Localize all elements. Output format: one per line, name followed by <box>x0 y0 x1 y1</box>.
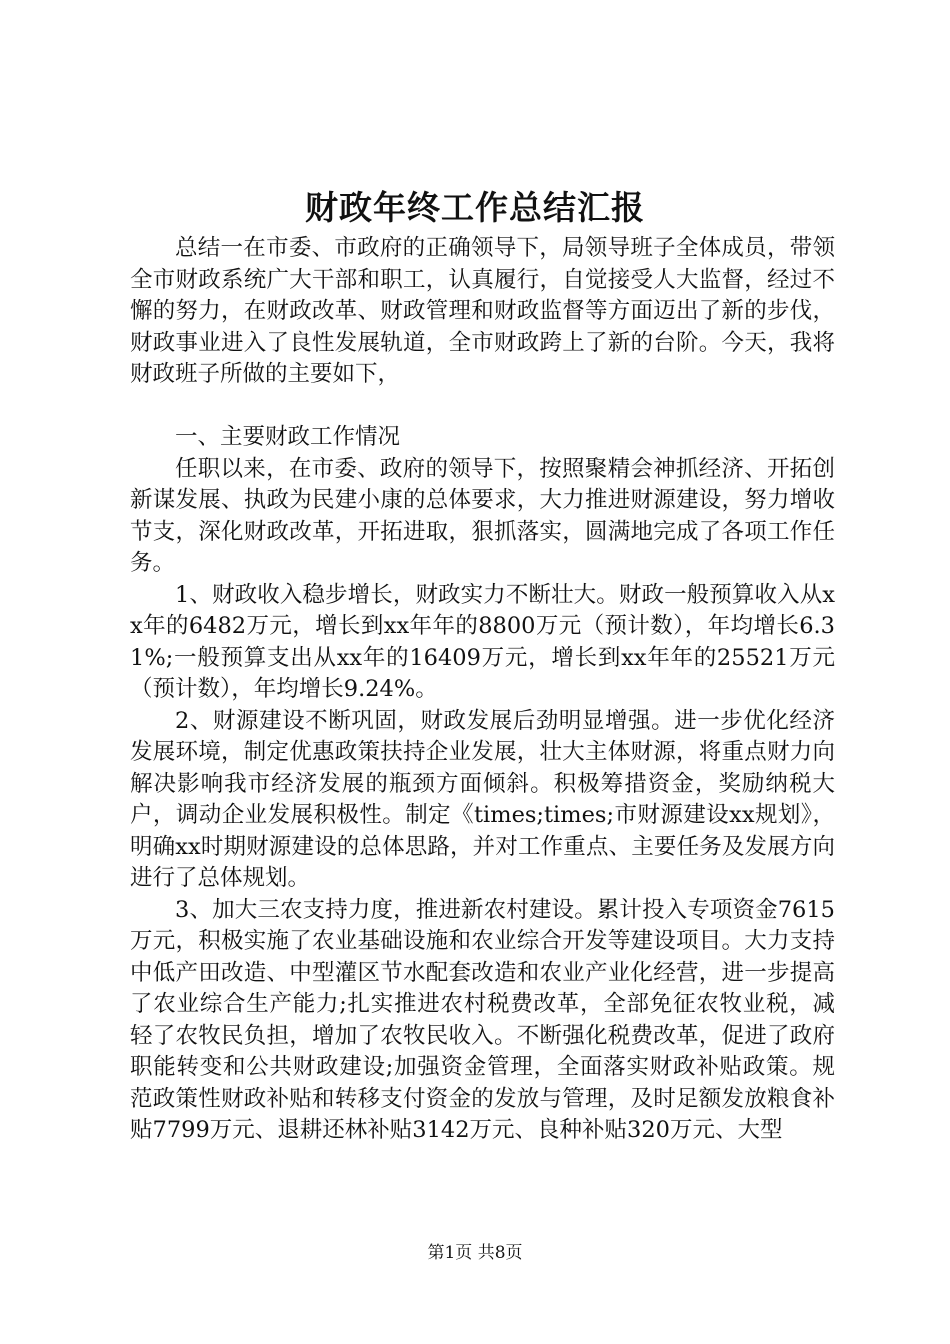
paragraph-item-1: 1、财政收入稳步增长，财政实力不断壮大。财政一般预算收入从xx年的6482万元，增长到xx年年的8800万元（预计数），年均增长6.31%;一般预算支出从xx年的16409万元，增长到xx年年的25521万元（预计数），年均增长9.24%。 <box>130 581 835 702</box>
section-heading: 一、主要财政工作情况 <box>175 424 401 450</box>
paragraph-intro: 总结一在市委、市政府的正确领导下，局领导班子全体成员，带领全市财政系统广大干部和职工，认真履行，自觉接受人大监督，经过不懈的努力，在财政改革、财政管理和财政监督等方面迈出了新的步伐，财政事业进入了良性发展轨道，全市财政跨上了新的台阶。今天，我将财政班子所做的主要如下， <box>130 235 835 387</box>
document-body <box>130 233 835 1147</box>
document-title: 财政年终工作总结汇报 <box>305 188 645 227</box>
paragraph-overview: 任职以来，在市委、政府的领导下，按照聚精会神抓经济、开拓创新谋发展、执政为民建小康的总体要求，大力推进财源建设，努力增收节支，深化财政改革，开拓进取，狠抓落实，圆满地完成了各项工作任务。 <box>130 455 835 576</box>
paragraph-item-3: 3、加大三农支持力度，推进新农村建设。累计投入专项资金7615万元，积极实施了农业基础设施和农业综合开发等建设项目。大力支持中低产田改造、中型灌区节水配套改造和农业产业化经营，进一步提高了农业综合生产能力;扎实推进农村税费改革，全部免征农牧业税，减轻了农牧民负担，增加了农牧民收入。不断强化税费改革，促进了政府职能转变和公共财政建设;加强资金管理，全面落实财政补贴政策。规范政策性财政补贴和转移支付资金的发放与管理，及时足额发放粮食补贴7799万元、退耕还林补贴3142万元、良种补贴320万元、大型 <box>130 896 835 1143</box>
page-number: 第1页 共8页 <box>427 1243 523 1263</box>
paragraph-item-2: 2、财源建设不断巩固，财政发展后劲明显增强。进一步优化经济发展环境，制定优惠政策扶持企业发展，壮大主体财源，将重点财力向解决影响我市经济发展的瓶颈方面倾斜。积极筹措资金，奖励纳税大户，调动企业发展积极性。制定《times;times;市财源建设xx规划》，明确xx时期财源建设的总体思路，并对工作重点、主要任务及发展方向进行了总体规划。 <box>130 707 835 891</box>
